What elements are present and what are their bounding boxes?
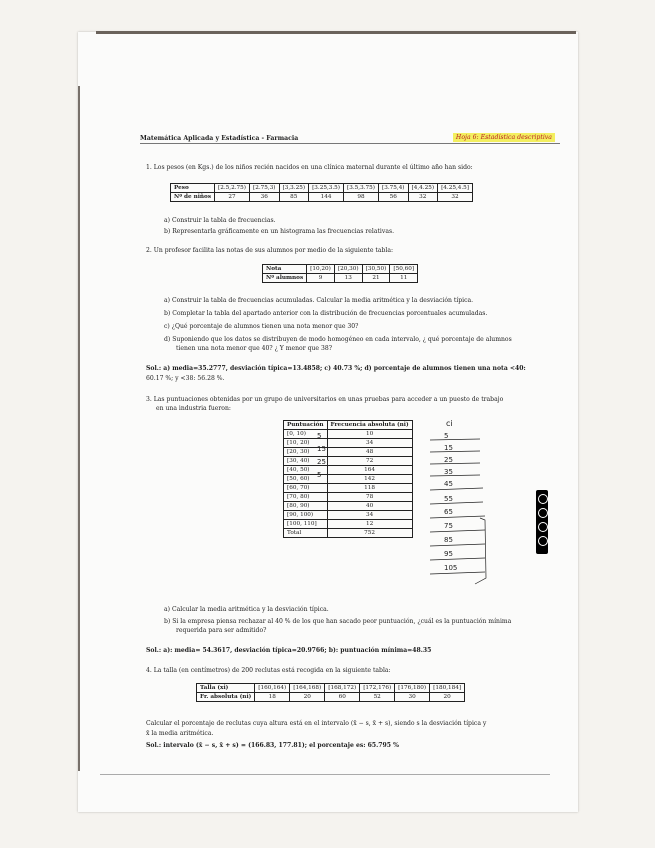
- table-cell: 36: [250, 193, 280, 202]
- table-cell: 32: [408, 193, 438, 202]
- problem-4-text-1: Calcular el porcentaje de reclutas cuya altura está en el intervalo (x̄ − s, x̄ + s), siendo s la desviación típica y: [146, 720, 487, 727]
- problem-4-text-2: x̄ la media aritmética.: [146, 730, 214, 737]
- problem-3-item-b: b) Si la empresa piensa rechazar al 40 % de los que han sacado peor puntuación, ¿cuál es la puntuación mínima: [164, 618, 512, 625]
- table-cell: 13: [334, 274, 362, 283]
- table-cell: [100, 110]: [284, 520, 328, 529]
- paper-top-edge: [96, 31, 576, 34]
- table-cell: [90, 100): [284, 511, 328, 520]
- handwritten-value: 95: [444, 550, 453, 558]
- table-cell: [50, 60): [284, 475, 328, 484]
- table-cell: Fr. absoluta (ni): [197, 693, 255, 702]
- table-cell: 48: [327, 448, 412, 457]
- table-cell: 72: [327, 457, 412, 466]
- problem-2-item-b: b) Completar la tabla del apartado anterior con la distribución de frecuencias porcentuales acumuladas.: [164, 310, 488, 317]
- table-cell: Frecuencia absoluta (ni): [327, 421, 412, 430]
- table-cell: 20: [430, 693, 465, 702]
- table-cell: 52: [360, 693, 395, 702]
- table-cell: [160,164): [255, 684, 290, 693]
- table-cell: [3.5,3.75): [344, 184, 379, 193]
- table-cell: Talla (xi): [197, 684, 255, 693]
- handwritten-ci-header: ci: [446, 419, 453, 428]
- handwritten-value: 105: [444, 564, 458, 572]
- table-cell: 56: [379, 193, 409, 202]
- table-cell: [3.25,3.5): [309, 184, 344, 193]
- table-cell: 34: [327, 511, 412, 520]
- handwritten-mark: 5: [317, 471, 322, 479]
- table-cell: [180,184]: [430, 684, 465, 693]
- table-cell: 118: [327, 484, 412, 493]
- table-cell: [10,20): [307, 265, 335, 274]
- table-cell: 142: [327, 475, 412, 484]
- table-cell: 98: [344, 193, 379, 202]
- problem-2-table: [262, 264, 418, 283]
- problem-2-item-d: d) Suponiendo que los datos se distribuyen de modo homogéneo en cada intervalo, ¿ qué porcentaje de alumnos: [164, 336, 512, 343]
- problem-4-solution: Sol.: intervalo (x̄ − s, x̄ + s) = (166.83, 177.81); el porcentaje es: 65.795 %: [146, 742, 399, 749]
- table-cell: Nº de niños: [171, 193, 215, 202]
- table-cell: 10: [327, 430, 412, 439]
- table-cell: [2.75,3): [250, 184, 280, 193]
- problem-1-intro: 1. Los pesos (en Kgs.) de los niños recién nacidos en una clínica maternal durante el último año han sido:: [146, 164, 473, 171]
- table-cell: [20, 30): [284, 448, 328, 457]
- problem-3-intro-1: 3. Las puntuaciones obtenidas por un grupo de universitarios en unas pruebas para acceder a un puesto de trabajo: [146, 396, 504, 403]
- table-cell: 12: [327, 520, 412, 529]
- table-cell: Puntuación: [284, 421, 328, 430]
- table-cell: [3.75,4): [379, 184, 409, 193]
- table-cell: 32: [438, 193, 473, 202]
- problem-3-item-b-cont: requerida para ser admitido?: [176, 627, 267, 634]
- table-cell: Nota: [263, 265, 307, 274]
- handwritten-grid: [425, 428, 495, 600]
- table-cell: [2.5,2.75): [215, 184, 250, 193]
- problem-2-item-d-cont: tienen una nota menor que 40? ¿ Y menor que 38?: [176, 345, 332, 352]
- table-cell: [40, 50): [284, 466, 328, 475]
- table-cell: 752: [327, 529, 412, 538]
- problem-3-solution: Sol.: a): media= 54.3617, desviación típica=20.9766; b): puntuación mínima=48.35: [146, 647, 432, 654]
- handwritten-value: 75: [444, 522, 453, 530]
- table-cell: [168,172): [325, 684, 360, 693]
- problem-1-table: [170, 183, 473, 202]
- table-cell: [172,176): [360, 684, 395, 693]
- handwritten-mark: 15: [317, 445, 326, 453]
- table-cell: 40: [327, 502, 412, 511]
- table-cell: [176,180): [395, 684, 430, 693]
- table-cell: Total: [284, 529, 328, 538]
- handwritten-value: 5: [444, 432, 449, 440]
- problem-4-table: [196, 683, 465, 702]
- paper-left-edge: [78, 86, 80, 771]
- handwritten-value: 25: [444, 456, 453, 464]
- table-cell: [164,168): [290, 684, 325, 693]
- problem-3-table: [283, 420, 413, 538]
- table-cell: 30: [395, 693, 430, 702]
- handwritten-mark: 5: [317, 432, 322, 440]
- problem-4-intro: 4. La talla (en centímetros) de 200 reclutas está recogida en la siguiente tabla:: [146, 667, 391, 674]
- table-cell: [10, 20): [284, 439, 328, 448]
- problem-2-intro: 2. Un profesor facilita las notas de sus alumnos por medio de la siguiente tabla:: [146, 247, 394, 254]
- problem-2-item-c: c) ¿Qué porcentaje de alumnos tienen una nota menor que 30?: [164, 323, 359, 330]
- table-cell: Peso: [171, 184, 215, 193]
- problem-1-item-a: a) Construir la tabla de frecuencias.: [164, 217, 276, 224]
- table-cell: [4,4.25): [408, 184, 438, 193]
- problem-3-intro-2: en una industria fueron:: [156, 405, 231, 412]
- table-cell: [70, 80): [284, 493, 328, 502]
- table-cell: [30,50): [362, 265, 390, 274]
- footer-rule: [100, 774, 550, 775]
- table-cell: 11: [390, 274, 418, 283]
- table-cell: 144: [309, 193, 344, 202]
- table-cell: [0, 10): [284, 430, 328, 439]
- table-cell: [20,30): [334, 265, 362, 274]
- problem-1-item-b: b) Representarla gráficamente en un histograma las frecuencias relativas.: [164, 228, 395, 235]
- header-rule: [140, 143, 560, 144]
- creative-commons-icon: [536, 490, 548, 554]
- handwritten-value: 65: [444, 508, 453, 516]
- handwritten-mark: 25: [317, 458, 326, 466]
- table-cell: [4.25,4.5]: [438, 184, 473, 193]
- table-cell: 21: [362, 274, 390, 283]
- table-cell: 9: [307, 274, 335, 283]
- table-cell: 34: [327, 439, 412, 448]
- table-cell: [30, 40): [284, 457, 328, 466]
- problem-3-item-a: a) Calcular la media aritmética y la desviación típica.: [164, 606, 329, 613]
- header-left: Matemática Aplicada y Estadística - Farmacia: [140, 135, 299, 142]
- handwritten-value: 45: [444, 480, 453, 488]
- table-cell: [80, 90): [284, 502, 328, 511]
- table-cell: 85: [279, 193, 309, 202]
- problem-2-solution-2: 60.17 %; y <38: 56.28 %.: [146, 375, 225, 382]
- handwritten-value: 55: [444, 495, 453, 503]
- table-cell: 164: [327, 466, 412, 475]
- problem-2-solution-1: Sol.: a) media=35.2777, desviación típica=13.4858; c) 40.73 %; d) porcentaje de alumnos tienen una nota <40:: [146, 365, 526, 372]
- table-cell: Nº alumnos: [263, 274, 307, 283]
- header-right: Hoja 6: Estadística descriptiva: [453, 133, 555, 142]
- table-cell: [50,60]: [390, 265, 418, 274]
- handwritten-value: 15: [444, 444, 453, 452]
- handwritten-value: 35: [444, 468, 453, 476]
- table-cell: [60, 70): [284, 484, 328, 493]
- table-cell: 20: [290, 693, 325, 702]
- table-cell: 60: [325, 693, 360, 702]
- handwritten-value: 85: [444, 536, 453, 544]
- page-header: [140, 135, 555, 142]
- table-cell: [3,3.25): [279, 184, 309, 193]
- table-cell: 78: [327, 493, 412, 502]
- table-cell: 18: [255, 693, 290, 702]
- table-cell: 27: [215, 193, 250, 202]
- problem-2-item-a: a) Construir la tabla de frecuencias acumuladas. Calcular la media aritmética y la desviación típica.: [164, 297, 474, 304]
